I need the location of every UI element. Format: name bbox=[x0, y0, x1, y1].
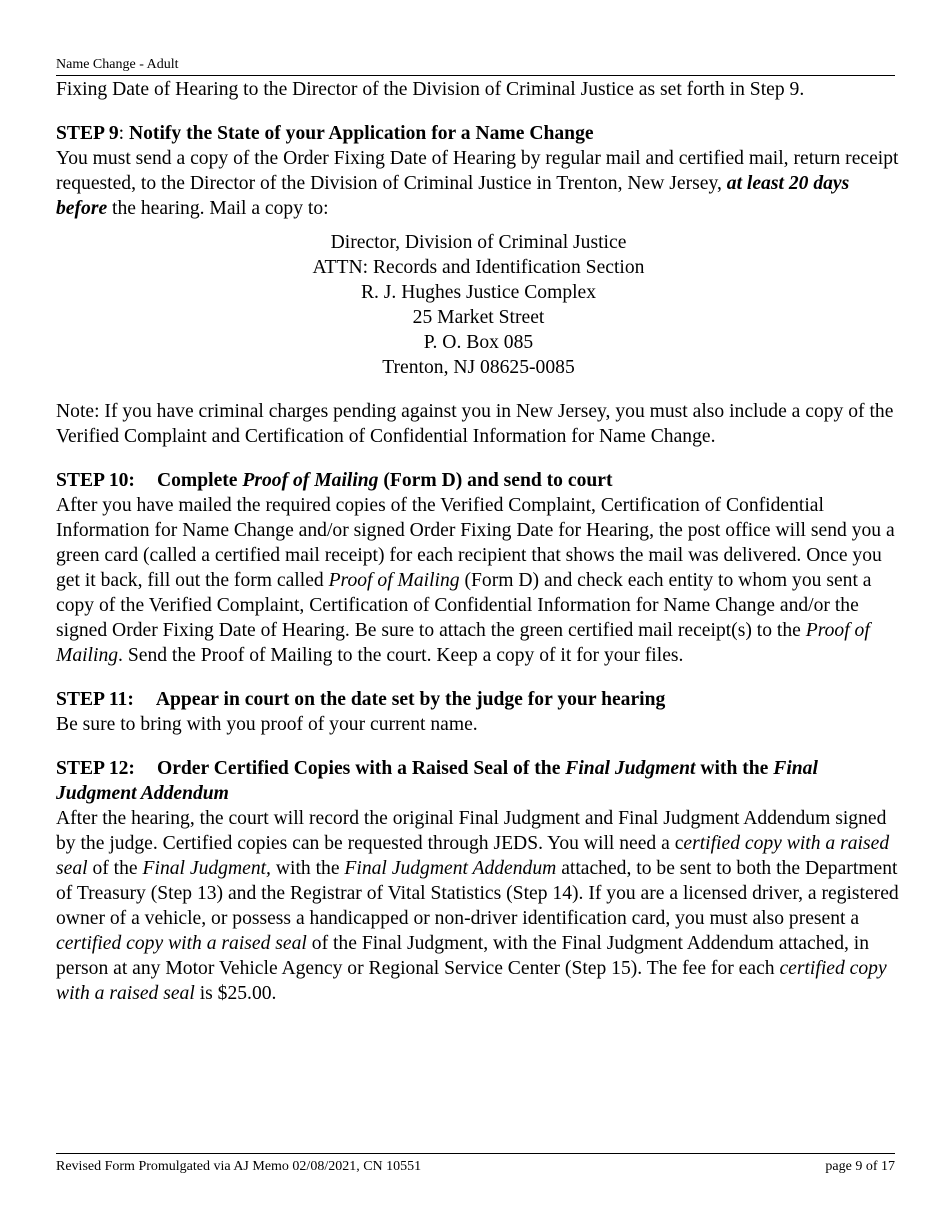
step9-separator: : bbox=[118, 123, 129, 144]
step10-title: Complete bbox=[156, 470, 243, 491]
step12-emphasis: Final Judgment Addendum bbox=[344, 858, 557, 879]
step12-emphasis: Final Judgment, bbox=[142, 858, 271, 879]
step12-text: attached, to be sent to both the Department of Treasury (Step 13) and the Registrar of Vital Statistics (Step 14). If you are a licensed driver, a registered owner of a vehicle, or possess a handicapped or non-driver identification card, you must also present a bbox=[56, 858, 899, 929]
address-line: P. O. Box 085 bbox=[423, 332, 534, 353]
step9-title: Notify the State of your Application for a Name Change bbox=[128, 123, 594, 144]
step10-title-end: (Form D) and send to court bbox=[378, 470, 613, 491]
step9-number: STEP 9 bbox=[56, 123, 119, 144]
address-line: R. J. Hughes Justice Complex bbox=[360, 282, 597, 303]
page-number: page 9 of 17 bbox=[825, 1159, 895, 1174]
step10-emphasis: Proof of Mailing bbox=[56, 620, 870, 666]
step9-note: Note: If you have criminal charges pending against you in New Jersey, you must also include a copy of the Verified Complaint and Certification of Confidential Information for Name Change. bbox=[56, 401, 894, 447]
step12-emphasis: certified copy with a raised seal bbox=[56, 958, 887, 1004]
step9-text: You must send a copy of the Order Fixing Date of Hearing by regular mail and certified mail, return receipt requested, to the Director of the Division of Criminal Justice in Trenton, New Jersey, bbox=[56, 148, 899, 194]
step10-paragraph bbox=[56, 493, 901, 668]
step10-text: After you have mailed the required copies of the Verified Complaint, Certification of Confidential Information for Name Change and/or signed Order Fixing Date for Hearing, the post office will send you a green card (called a certified mail receipt) for each recipient that shows the mail was delivered. Once you get it back, fill out the form called bbox=[56, 495, 895, 591]
step10-heading bbox=[56, 468, 901, 493]
step12-number: STEP 12: bbox=[56, 758, 135, 779]
step12-paragraph bbox=[56, 806, 901, 1006]
step9-paragraph bbox=[56, 146, 901, 221]
step12-emphasis: ertified copy with a raised seal bbox=[56, 833, 890, 879]
page-footer bbox=[56, 1153, 895, 1176]
step12-title: with the bbox=[695, 758, 774, 779]
step11-number: STEP 11: bbox=[56, 689, 134, 710]
footer-revision: Revised Form Promulgated via AJ Memo 02/08/2021, CN 10551 bbox=[56, 1159, 422, 1174]
step9-emphasis: at least 20 days before bbox=[56, 173, 850, 219]
step12-title-emphasis: Final Judgment Addendum bbox=[56, 758, 818, 804]
step10-text: . Send the Proof of Mailing to the court. Keep a copy of it for your files. bbox=[118, 645, 684, 666]
step12-heading bbox=[56, 756, 901, 806]
address-line: Director, Division of Criminal Justice bbox=[330, 232, 627, 253]
address-line: 25 Market Street bbox=[412, 307, 545, 328]
step10-number: STEP 10: bbox=[56, 470, 135, 491]
header-title: Name Change - Adult bbox=[56, 57, 179, 72]
step11-heading bbox=[56, 687, 901, 712]
intro-paragraph: Fixing Date of Hearing to the Director of the Division of Criminal Justice as set forth in Step 9. bbox=[56, 79, 805, 100]
step12-text: of the Final Judgment, with the Final Judgment Addendum attached, in person at any Motor Vehicle Agency or Regional Service Center (Step 15). The fee for each bbox=[56, 933, 870, 979]
step12-emphasis: certified copy with a raised seal bbox=[56, 933, 307, 954]
address-line: Trenton, NJ 08625-0085 bbox=[382, 357, 575, 378]
step11-title: Appear in court on the date set by the judge for your hearing bbox=[155, 689, 666, 710]
step12-text: of the bbox=[87, 858, 143, 879]
step12-text: is $25.00. bbox=[194, 983, 277, 1004]
page-header bbox=[56, 56, 895, 76]
address-line: ATTN: Records and Identification Section bbox=[312, 257, 645, 278]
document-body bbox=[56, 77, 901, 1006]
step9-heading bbox=[56, 121, 901, 146]
step10-title-emphasis: Proof of Mailing bbox=[242, 470, 379, 491]
step10-text: (Form D) and check each entity to whom you sent a copy of the Verified Complaint, Certification of Confidential Information for Name Change and/or the signed Order Fixing Date of Hearing. Be sure to attach the green certified mail receipt(s) to the bbox=[56, 570, 872, 641]
step12-title-emphasis: Final Judgment bbox=[565, 758, 696, 779]
step9-text-end: the hearing. Mail a copy to: bbox=[107, 198, 329, 219]
mailing-address bbox=[56, 230, 901, 380]
step10-emphasis: Proof of Mailing bbox=[328, 570, 460, 591]
step12-text: with the bbox=[270, 858, 345, 879]
step12-title: Order Certified Copies with a Raised Seal of the bbox=[156, 758, 566, 779]
step11-paragraph: Be sure to bring with you proof of your current name. bbox=[56, 714, 478, 735]
step12-text: After the hearing, the court will record the original Final Judgment and Final Judgment Addendum signed by the judge. Certified copies can be requested through JEDS. You will need a c bbox=[56, 808, 887, 854]
